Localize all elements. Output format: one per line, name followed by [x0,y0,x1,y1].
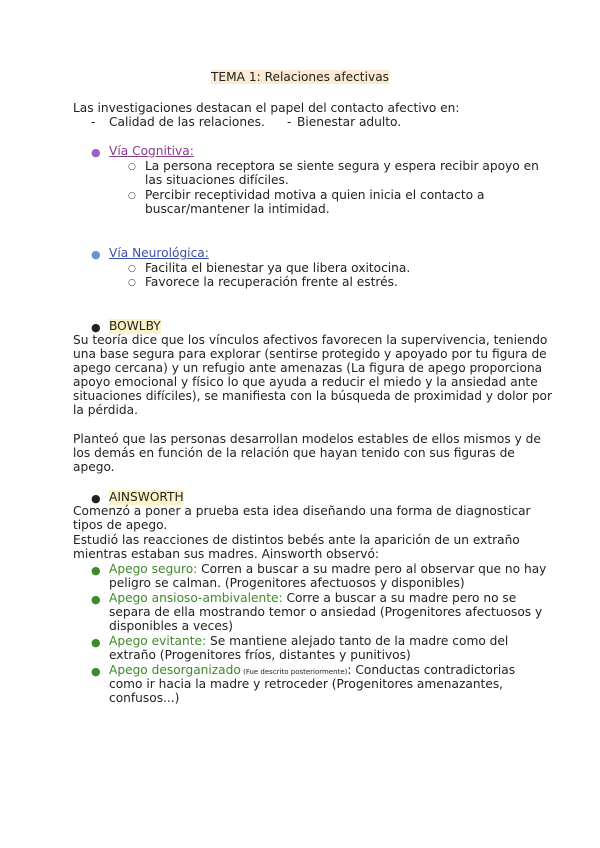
paragraph-line: Comenzó a poner a prueba esta idea diseñando una forma de diagnosticar [73,504,531,518]
definition-text: Corre a buscar a su madre pero no se [282,591,517,605]
list-item: Favorece la recuperación frente al estrés. [145,275,398,289]
term-label: Apego ansioso-ambivalente: [109,591,283,605]
list-item-line: Percibir receptividad motiva a quien inicia el contacto a [145,188,485,202]
paragraph-line: Estudió las reacciones de distintos bebés ante la aparición de un extraño [73,533,520,547]
term-label: Apego evitante: [109,634,207,648]
definition-text: Se mantiene alejado tanto de la madre como del [206,634,509,648]
intro-item-1: Calidad de las relaciones. [109,115,265,129]
paragraph-line: la pérdida. [73,403,138,417]
paragraph-line: Planteó que las personas desarrollan modelos estables de ellos mismos y de [73,432,541,446]
circle-bullet-icon: ○ [128,162,136,172]
bullet-icon: ● [91,564,101,577]
via-neurologica-link[interactable]: Vía Neurológica: [109,246,209,260]
section-heading-bowlby: BOWLBY [109,319,161,333]
bullet-icon: ● [91,146,101,159]
term-note: (Fue descrito posteriormente) [240,668,348,676]
intro-dash-1: - [91,115,96,129]
bullet-icon: ● [91,636,101,649]
list-item-line: extraño (Progenitores fríos, distantes y punitivos) [109,648,411,662]
paragraph-line: Su teoría dice que los vínculos afectivos favorecen la supervivencia, teniendo [73,333,548,347]
section-heading-ainsworth: AINSWORTH [109,490,184,504]
title-row [0,70,600,85]
paragraph-line: apoyo emocional y físico lo que ayuda a reducir el miedo y la ansiedad ante [73,375,538,389]
term-label: Apego seguro: [109,562,198,576]
list-item-line: confusos...) [109,691,180,705]
list-item-line: como ir hacia la madre y retroceder (Progenitores amenazantes, [109,677,504,691]
intro-item-2: Bienestar adulto. [297,115,402,129]
paragraph-line: situaciones difíciles), se manifiesta con la búsqueda de proximidad y dolor por [73,389,553,403]
circle-bullet-icon: ○ [128,191,136,201]
page-title: TEMA 1: Relaciones afectivas [210,70,390,84]
via-cognitiva-link[interactable]: Vía Cognitiva: [109,144,194,158]
paragraph-line: apego cercana) y un refugio ante amenazas (La figura de apego proporciona [73,361,543,375]
bullet-icon: ● [91,492,101,505]
list-item [109,562,546,577]
bullet-icon: ● [91,248,101,261]
definition-text: Corren a buscar a su madre pero al observar que no hay [197,562,547,576]
list-item: Facilita el bienestar ya que libera oxitocina. [145,261,411,275]
bullet-icon: ● [91,593,101,606]
definition-text: : Conductas contradictorias [347,663,516,677]
list-item-line: disponibles a veces) [109,619,233,633]
list-item-line: buscar/mantener la intimidad. [145,202,330,216]
list-item [109,591,516,606]
list-item-line: las situaciones difíciles. [145,173,289,187]
paragraph-line: apego. [73,460,115,474]
circle-bullet-icon: ○ [128,264,136,274]
intro-text: Las investigaciones destacan el papel del contacto afectivo en: [73,101,460,115]
list-item-line: La persona receptora se siente segura y espera recibir apoyo en [145,159,539,173]
list-item-line: separa de ella mostrando temor o ansiedad (Progenitores afectuosos y [109,605,543,619]
paragraph-line: una base segura para explorar (sentirse protegido y apoyado por tu figura de [73,347,547,361]
bullet-icon: ● [91,665,101,678]
paragraph-line: mientras estaban sus madres. Ainsworth observó: [73,547,380,561]
paragraph-line: tipos de apego. [73,518,168,532]
circle-bullet-icon: ○ [128,278,136,288]
bullet-icon: ● [91,321,101,334]
list-item [109,634,508,649]
intro-dash-2: - [287,115,292,129]
paragraph-line: los demás en función de la relación que hayan tenido con sus figuras de [73,446,515,460]
list-item-line: peligro se calman. (Progenitores afectuosos y disponibles) [109,576,465,590]
term-label: Apego desorganizado [109,663,241,677]
